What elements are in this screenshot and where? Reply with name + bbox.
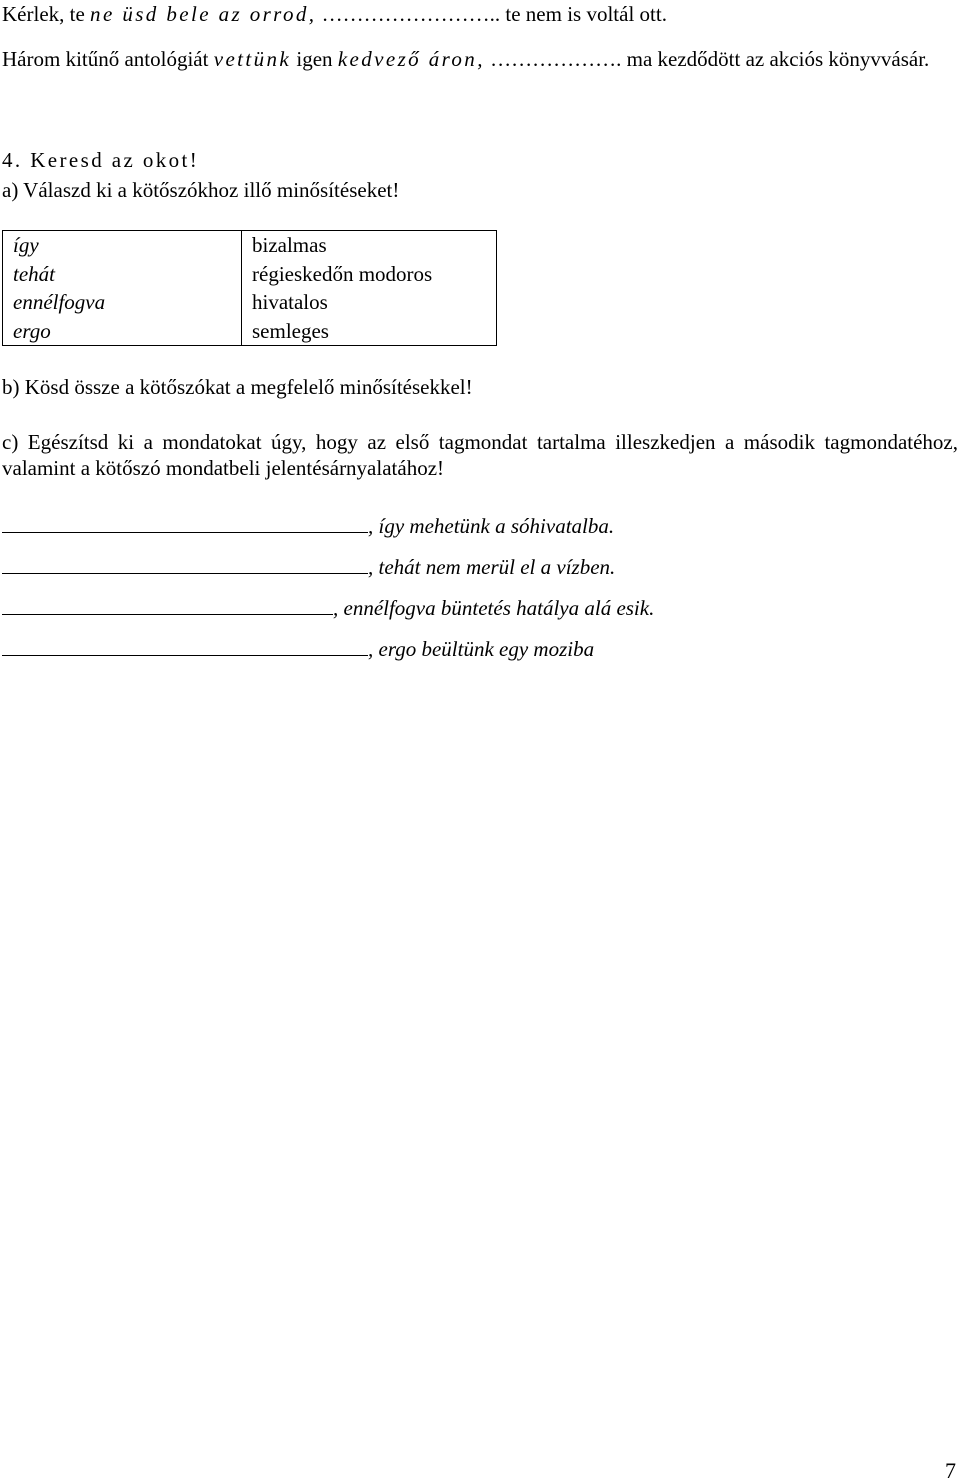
style-3: hivatalos: [252, 290, 328, 314]
style-4: semleges: [252, 318, 329, 343]
sentence-1-end: …………………….. te nem is voltál ott.: [316, 2, 667, 26]
sentence-ending-2: , tehát nem merül el a vízben.: [368, 555, 616, 579]
sentence-2-word-1: vettünk: [213, 47, 292, 71]
fill-in-sentence-4: [2, 635, 594, 662]
conjunction-list: [3, 231, 242, 346]
task-title: Keresd az okot!: [30, 148, 200, 172]
task-c-instruction: c) Egészítsd ki a mondatokat úgy, hogy az első tagmondat tartalma illeszkedjen a második tagmondatéhoz, valamint a kötőszó mondatbeli jelentésárnyalatához!: [2, 430, 958, 480]
sentence-2: [2, 42, 958, 76]
answer-blank-2[interactable]: [2, 553, 368, 574]
answer-blank-4[interactable]: [2, 635, 368, 656]
conjunction-3: ennélfogva: [13, 290, 106, 314]
sentence-ending-1: , így mehetünk a sóhivatalba.: [368, 514, 615, 538]
task-a-instruction: a) Válaszd ki a kötőszókhoz illő minősítéseket!: [2, 178, 400, 202]
conjunction-4: ergo: [13, 318, 51, 343]
sentence-2-end: ………………. ma kezdődött az akciós könyvvásár.: [484, 47, 930, 71]
sentence-1-idiom: ne üsd bele az orrod,: [90, 2, 317, 26]
page-number: 7: [945, 1458, 956, 1483]
table-row: [3, 231, 497, 346]
sentence-ending-3: , ennélfogva büntetés hatálya alá esik.: [333, 596, 655, 620]
sentence-2-mid: igen: [291, 47, 338, 71]
conjunction-1: így: [13, 233, 39, 257]
sentence-2-start: Három kitűnő antológiát: [2, 47, 214, 71]
style-1: bizalmas: [252, 233, 327, 257]
task-b-instruction: b) Kösd össze a kötőszókat a megfelelő minősítésekkel!: [2, 375, 473, 399]
sentence-2-word-2: kedvező áron,: [337, 47, 485, 71]
fill-in-sentence-1: [2, 512, 614, 539]
task-number: 4.: [2, 148, 23, 172]
sentence-1-start: Kérlek, te: [2, 2, 91, 26]
answer-blank-1[interactable]: [2, 512, 368, 533]
style-list: [242, 231, 497, 346]
fill-in-sentence-2: [2, 553, 615, 580]
conjunction-2: tehát: [13, 261, 55, 286]
style-2: régieskedőn modoros: [252, 261, 433, 286]
sentence-1: [2, 2, 667, 27]
conjunction-table: [2, 230, 497, 346]
sentence-ending-4: , ergo beültünk egy moziba: [368, 637, 595, 661]
fill-in-sentence-3: [2, 594, 654, 621]
task-4-heading: [2, 148, 199, 173]
answer-blank-3[interactable]: [2, 594, 333, 615]
